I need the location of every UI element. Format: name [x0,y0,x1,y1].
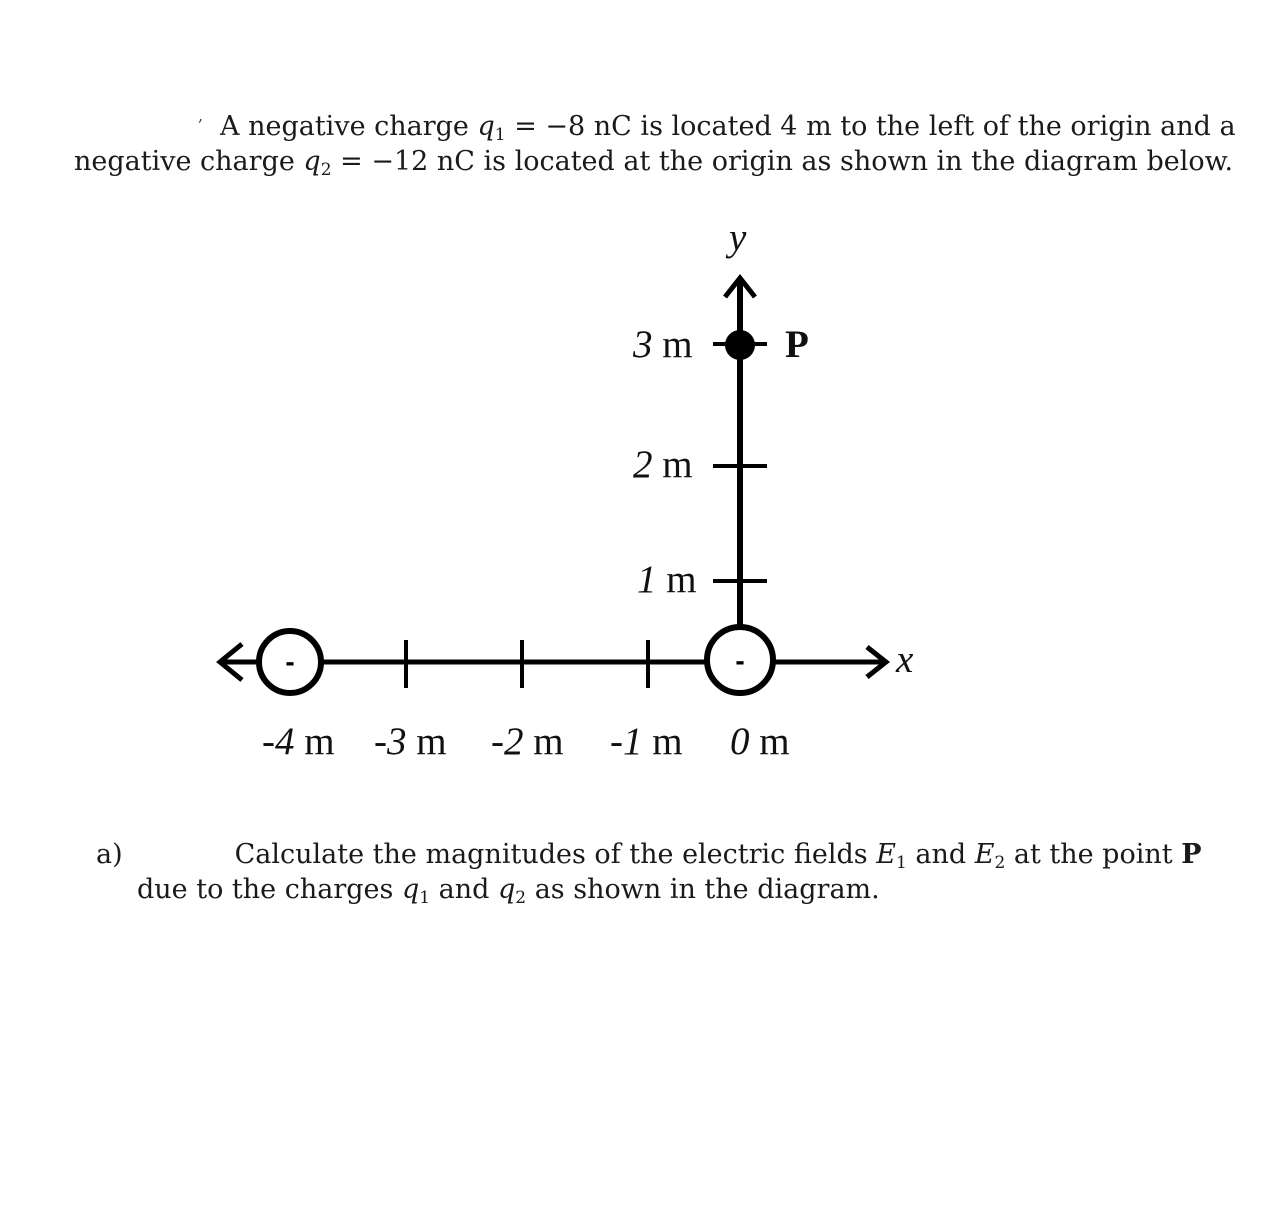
question-a-text-4: as shown in the diagram. [526,874,880,905]
x-label-neg1-num: -1 [610,720,643,763]
stray-mark: , [198,106,204,125]
x-label-neg1 [610,720,683,763]
x-label-0-num: 0 [730,720,750,763]
e1-subscript: 1 [895,853,907,873]
q1-subscript: 1 [494,125,506,145]
e2-symbol: E [974,839,995,870]
x-axis-label: x [896,638,914,681]
qa-q1-subscript: 1 [419,888,431,908]
y-label-3-unit: m [652,323,693,366]
intro-text: A negative charge [220,111,478,142]
e2-subscript: 2 [994,853,1006,873]
y-label-1-unit: m [656,558,697,601]
x-label-neg2 [491,720,564,763]
q2-value-text: = −12 nC is located at the origin as shown in the diagram below. [331,146,1234,177]
x-label-neg3 [374,720,447,763]
qa-q2-symbol: q [498,874,516,905]
x-label-neg2-num: -2 [491,720,524,763]
charge-q2-sign: - [735,645,745,676]
qa-q2-subscript: 2 [515,888,527,908]
point-p-dot [725,330,755,360]
and-text: and [906,839,975,870]
point-p-label: P [785,323,809,366]
intro-text-2: negative charge [74,146,304,177]
x-label-neg3-unit: m [406,720,447,763]
y-label-1-num: 1 [637,558,657,601]
point-p-ref: P [1181,839,1202,870]
q1-value-text: = −8 nC is located 4 m to the left of the origin and a [505,111,1236,142]
y-label-3-num: 3 [633,323,653,366]
y-label-2 [633,443,693,486]
q2-subscript: 2 [320,160,332,180]
question-a-text-3: due to the charges [137,874,402,905]
qa-q1-symbol: q [401,874,420,905]
x-label-neg4 [262,720,335,763]
y-label-2-num: 2 [633,443,653,486]
question-a-line-2 [137,874,880,908]
x-label-neg2-unit: m [523,720,564,763]
x-label-neg1-unit: m [642,720,683,763]
question-a-label: a) [96,839,123,870]
question-a-text: Calculate the magnitudes of the electric fields [234,839,877,870]
x-label-neg3-num: -3 [374,720,407,763]
x-label-0-unit: m [749,720,790,763]
e1-symbol: E [876,839,896,870]
y-label-2-unit: m [652,443,693,486]
y-label-3 [632,323,693,366]
x-label-neg4-num: -4 [262,720,295,763]
charge-q1-sign: - [285,646,295,677]
question-a-text-2: at the point [1005,839,1182,870]
question-a-line-1 [96,839,1202,873]
and-text-2: and [430,874,498,905]
q1-symbol: q [477,111,495,142]
y-axis-label: y [729,216,747,259]
x-label-neg4-unit: m [294,720,335,763]
q2-symbol: q [303,146,321,177]
y-label-1 [637,558,697,601]
x-label-0 [730,720,790,763]
